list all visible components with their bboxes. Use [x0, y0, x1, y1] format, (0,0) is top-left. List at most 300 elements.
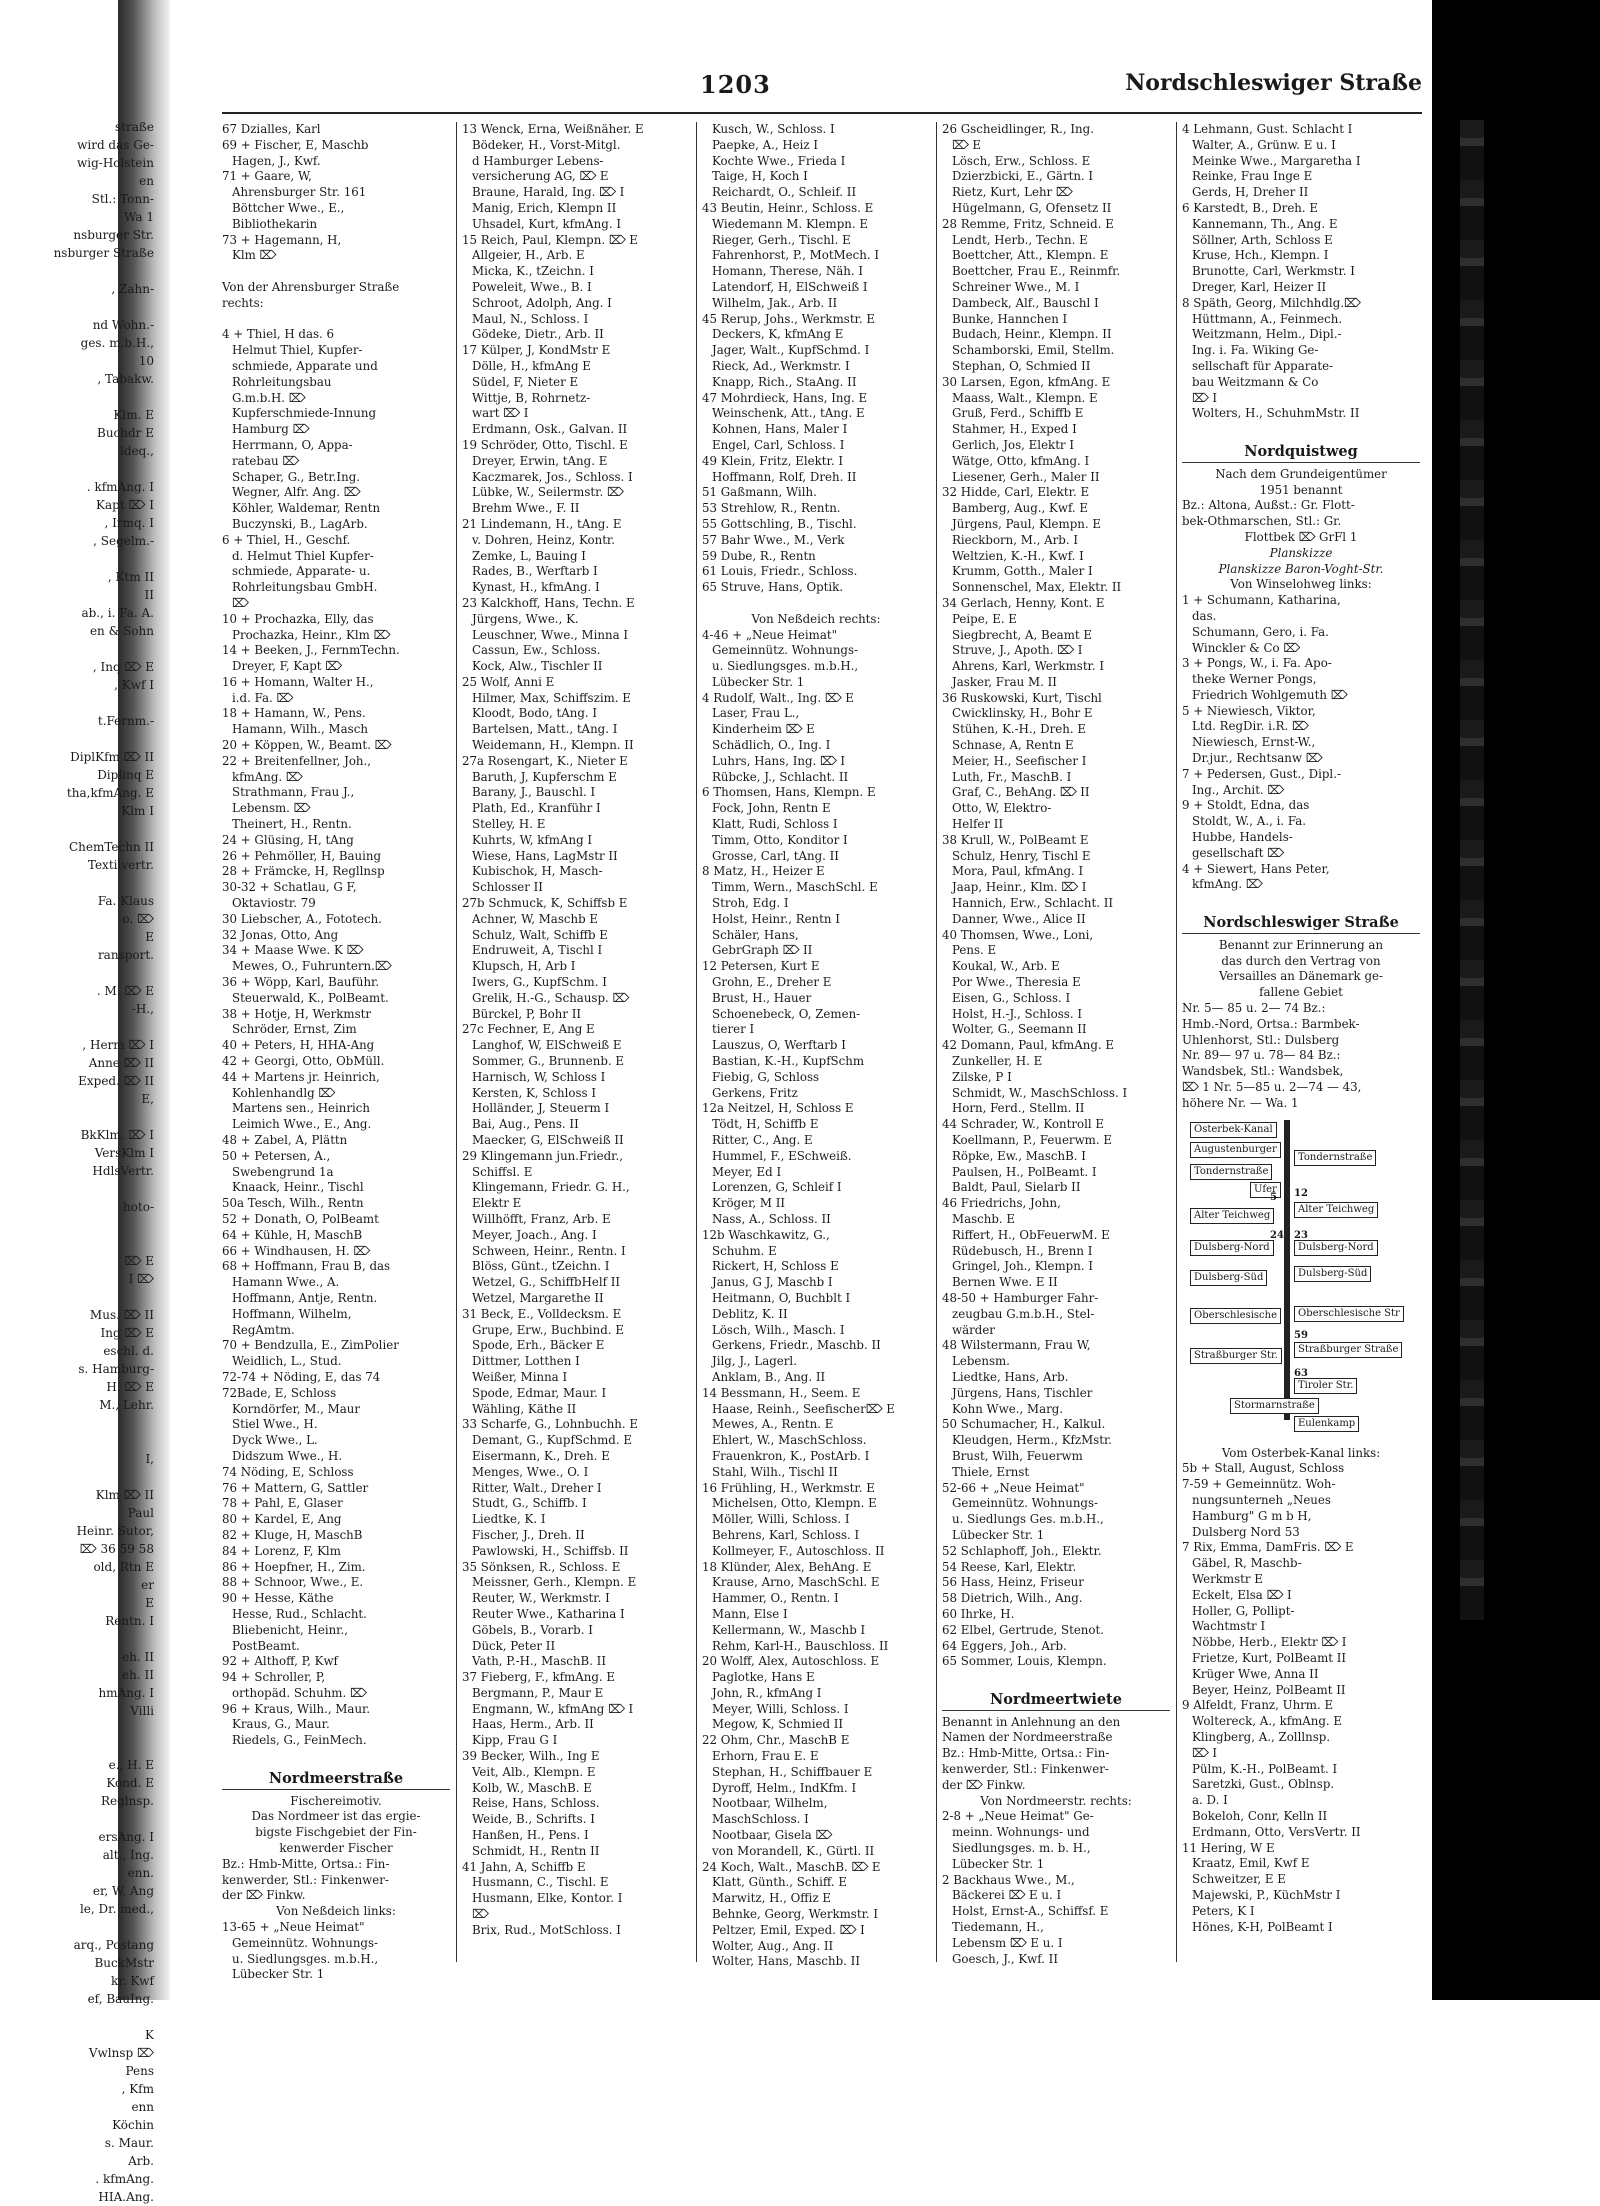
resident-entry-line: Kohn Wwe., Marg. — [952, 1401, 1064, 1416]
resident-entry-line: Deckers, K, kfmAng E — [712, 327, 844, 342]
resident-entry-line: Weidlich, L., Stud. — [232, 1354, 342, 1369]
resident-entry-line: Kuhrts, W, kfmAng I — [472, 832, 593, 847]
left-fragment-line: s. Maur. — [104, 2136, 154, 2150]
left-fragment-line: eschl. d. — [103, 1344, 154, 1358]
resident-entry-line: Söllner, Arth, Schloss E — [1192, 232, 1333, 247]
directory-entry-line: 30 Larsen, Egon, kfmAng. E — [942, 374, 1111, 389]
resident-entry-line: Schween, Heinr., Rentn. I — [472, 1243, 626, 1258]
directory-entry-line: 67 Dzialles, Karl — [222, 122, 321, 136]
resident-entry-line: d. Helmut Thiel Kupfer- — [232, 548, 374, 563]
resident-entry-line: Köhler, Waldemar, Rentn — [232, 501, 381, 516]
resident-entry-line: Struve, J., Apoth. ⌦ I — [952, 643, 1083, 658]
resident-entry-line: Meyer, Joach., Ang. I — [472, 1227, 597, 1242]
resident-entry-line: Harnisch, W, Schloss I — [472, 1069, 606, 1084]
street-description-line: kenwerder Fischer — [279, 1841, 393, 1856]
map-street-label-left: Dulsberg-Nord — [1190, 1240, 1274, 1256]
left-fragment-line: , Inq ⌦ E — [92, 660, 154, 674]
resident-entry-line: Gerkens, Friedr., Maschb. II — [712, 1338, 881, 1353]
resident-entry-line: Jürgens, Hans, Tischler — [952, 1385, 1093, 1400]
resident-entry-line: PostBeamt. — [232, 1638, 300, 1653]
resident-entry-line: Bai, Aug., Pens. II — [472, 1117, 579, 1132]
resident-entry-line: Taige, H, Koch I — [712, 169, 808, 184]
directory-entry-line: 69 + Fischer, E, Maschb — [222, 137, 369, 152]
resident-entry-line: Gringel, Joh., Klempn. I — [952, 1259, 1093, 1274]
directory-entry-line: 16 + Homann, Walter H., — [222, 674, 374, 689]
resident-entry-line: Woltereck, A., kfmAng. E — [1192, 1714, 1343, 1729]
map-street-label-right: Tiroler Str. — [1294, 1378, 1357, 1394]
resident-entry-line: Sonnenschel, Max, Elektr. II — [952, 580, 1122, 595]
resident-entry-line: Brix, Rud., MotSchloss. I — [472, 1922, 621, 1937]
directory-entry-line: 25 Wolf, Anni E — [462, 674, 555, 689]
directory-entry-line — [1182, 893, 1420, 909]
street-description-line: Versailles an Dänemark ge- — [1219, 969, 1383, 984]
directory-entry-line: 72Bade, E, Schloss — [222, 1385, 337, 1400]
resident-entry-line: Weltzien, K.-H., Kwf. I — [952, 548, 1084, 563]
resident-entry-line: Gemeinnütz. Wohnungs- — [232, 1935, 379, 1950]
resident-entry-line: Rieck, Ad., Werkmstr. I — [712, 358, 850, 373]
directory-entry-line: 78 + Pahl, E, Glaser — [222, 1496, 343, 1511]
directory-entry-line: 41 Jahn, A, Schiffb E — [462, 1859, 586, 1874]
street-location-map — [1190, 1120, 1400, 1438]
directory-entry-line: 8 Matz, H., Heizer E — [702, 864, 825, 879]
directory-entry-line: 27a Rosengart, K., Nieter E — [462, 753, 628, 768]
left-fragment-line: Ing ⌦ E — [100, 1326, 154, 1340]
directory-entry-line: 71 + Gaare, W, — [222, 169, 312, 184]
map-street-label-right: Dulsberg-Süd — [1294, 1266, 1371, 1282]
directory-entry-line: 4 Lehmann, Gust. Schlacht I — [1182, 122, 1353, 136]
directory-entry-line: 17 Külper, J, KondMstr E — [462, 343, 611, 358]
resident-entry-line: Manig, Erich, Klempn II — [472, 200, 617, 215]
left-fragment-line: , Irmq. I — [104, 516, 154, 530]
resident-entry-line: Gemeinnütz. Wohnungs- — [712, 643, 859, 658]
resident-entry-line: ⌦ — [232, 595, 249, 610]
left-fragment-line: , Tabakw. — [97, 372, 154, 386]
resident-entry-line: Barany, J., Bauschl. I — [472, 785, 596, 800]
resident-entry-line: Pens. E — [952, 943, 997, 958]
directory-entry-line: 66 + Windhausen, H. ⌦ — [222, 1243, 371, 1258]
resident-entry-line: Studt, G., Schiffb. I — [472, 1496, 587, 1511]
resident-entry-line: Stahl, Wilh., Tischl II — [712, 1464, 838, 1479]
directory-entry-line: 49 Klein, Fritz, Elektr. I — [702, 453, 844, 468]
resident-entry-line: Braune, Harald, Ing. ⌦ I — [472, 185, 625, 200]
resident-entry-line: Vath, P.-H., MaschB. II — [472, 1654, 606, 1669]
map-house-number: 63 — [1294, 1367, 1308, 1379]
page-header — [170, 70, 1432, 106]
resident-entry-line: Werkmstr E — [1192, 1571, 1263, 1586]
directory-entry-line: 9 + Stoldt, Edna, das — [1182, 798, 1310, 813]
street-description-line: Von Nordmeerstr. rechts: — [980, 1793, 1132, 1808]
resident-entry-line: Krumm, Gotth., Maler I — [952, 564, 1093, 579]
directory-entry-line — [222, 312, 450, 328]
resident-entry-line: Schäler, Hans, — [712, 927, 799, 942]
resident-entry-line: G.m.b.H. ⌦ — [232, 390, 306, 405]
left-fragment-line — [0, 640, 160, 658]
resident-entry-line: Krüger Wwe, Anna II — [1192, 1666, 1319, 1681]
resident-entry-line: Wolter, G., Seemann II — [952, 1022, 1087, 1037]
left-fragment-line: ef, BauIng. — [87, 1992, 154, 2006]
directory-entry-line: kenwerder, Stl.: Finkenwer- — [942, 1762, 1109, 1777]
left-fragment-line: ransport. — [97, 948, 154, 962]
resident-entry-line: Niewiesch, Ernst-W., — [1192, 735, 1316, 750]
resident-entry-line: Siedlungsges. m. b. H., — [952, 1841, 1091, 1856]
left-fragment-line: er — [141, 1578, 154, 1592]
resident-entry-line: Engel, Carl, Schloss. I — [712, 437, 845, 452]
directory-entry-line: ⌦ 1 Nr. 5—85 u. 2—74 — 43, — [1182, 1080, 1362, 1095]
resident-entry-line: Lübke, W., Seilermstr. ⌦ — [472, 485, 624, 500]
map-street-label-left: Oberschlesische — [1190, 1308, 1281, 1324]
left-fragment-line: II — [144, 588, 154, 602]
resident-entry-line: Rohrleitungsbau — [232, 374, 332, 389]
resident-entry-line: Kaczmarek, Jos., Schloss. I — [472, 469, 633, 484]
resident-entry-line: Maschb. E — [952, 1211, 1016, 1226]
resident-entry-line: Rehm, Karl-H., Bauschloss. II — [712, 1638, 889, 1653]
resident-entry-line: Horn, Ferd., Stellm. II — [952, 1101, 1085, 1116]
resident-entry-line: Klingemann, Friedr. G. H., — [472, 1180, 630, 1195]
resident-entry-line: Mewes, O., Fuhruntern.⌦ — [232, 959, 392, 974]
directory-entry-line: 20 + Köppen, W., Beamt. ⌦ — [222, 738, 392, 753]
resident-entry-line: Rübcke, J., Schlacht. II — [712, 769, 849, 784]
directory-entry-line: 26 + Pehmöller, H, Bauing — [222, 848, 382, 863]
resident-entry-line: Wetzel, G., SchiffbHelf II — [472, 1275, 621, 1290]
directory-entry-line: der ⌦ Finkw. — [222, 1888, 306, 1903]
resident-entry-line: Schulz, Henry, Tischl E — [952, 848, 1091, 863]
street-description-line: Nach dem Grundeigentümer — [1215, 466, 1387, 481]
resident-entry-line: Rieger, Gerh., Tischl. E — [712, 232, 851, 247]
street-description-line: Von Neßdeich links: — [276, 1904, 396, 1919]
resident-entry-line: das. — [1192, 608, 1217, 623]
directory-entry-line: 86 + Hoepfner, H., Zim. — [222, 1559, 366, 1574]
resident-entry-line: Didszum Wwe., H. — [232, 1448, 343, 1463]
resident-entry-line: Knaack, Heinr., Tischl — [232, 1180, 364, 1195]
street-description-line: Von Winselohweg links: — [1230, 577, 1372, 592]
resident-entry-line: Hesse, Rud., Schlacht. — [232, 1606, 367, 1621]
resident-entry-line: Grosse, Carl, tAng. II — [712, 848, 839, 863]
directory-entry-line: 19 Schröder, Otto, Tischl. E — [462, 437, 628, 452]
directory-entry-line: 3 + Pongs, W., i. Fa. Apo- — [1182, 656, 1332, 671]
directory-entry-line: 82 + Kluge, H, MaschB — [222, 1527, 363, 1542]
resident-entry-line: Bergmann, P., Maur E — [472, 1685, 604, 1700]
resident-entry-line: Dyroff, Helm., IndKfm. I — [712, 1780, 857, 1795]
resident-entry-line: Cassun, Ew., Schloss. — [472, 643, 601, 658]
resident-entry-line: Lübecker Str. 1 — [952, 1527, 1045, 1542]
resident-entry-line: ⌦ — [472, 1907, 489, 1922]
resident-entry-line: schmiede, Apparate- u. — [232, 564, 371, 579]
resident-entry-line: Mewes, A., Rentn. E — [712, 1417, 834, 1432]
resident-entry-line: Ritter, C., Ang. E — [712, 1133, 813, 1147]
resident-entry-line: Hanßen, H., Pens. I — [472, 1828, 589, 1843]
resident-entry-line: GebrGraph ⌦ II — [712, 943, 813, 958]
resident-entry-line: Goesch, J., Kwf. II — [952, 1951, 1059, 1966]
directory-entry-line: 28 + Främcke, H, Regllnsp — [222, 864, 385, 879]
resident-entry-line: Kellermann, W., Maschb I — [712, 1622, 866, 1637]
resident-entry-line: Jaap, Heinr., Klm. ⌦ I — [952, 880, 1087, 895]
column-4 — [942, 122, 1170, 1966]
resident-entry-line: Blöss, Günt., tZeichn. I — [472, 1259, 610, 1274]
directory-entry-line: 24 + Glüsing, H, tAng — [222, 832, 354, 847]
left-fragment-line: E — [145, 1596, 154, 1610]
left-fragment-line: Paul — [127, 1506, 154, 1520]
resident-entry-line: Haase, Reinh., Seefischer⌦ E — [712, 1401, 895, 1416]
resident-entry-line: Kupferschmiede-Innung — [232, 406, 377, 421]
resident-entry-line: Demant, G., KupfSchmd. E — [472, 1433, 632, 1448]
resident-entry-line: RegAmtm. — [232, 1322, 295, 1337]
left-fragment-line — [0, 1432, 160, 1450]
resident-entry-line: Lübecker Str. 1 — [952, 1856, 1045, 1871]
resident-entry-line: Winckler & Co ⌦ — [1192, 640, 1300, 655]
resident-entry-line: Walter, A., Grünw. E u. I — [1192, 137, 1336, 152]
resident-entry-line: u. Siedlungsges. m.b.H., — [232, 1951, 379, 1966]
resident-entry-line: Rüdebusch, H., Brenn I — [952, 1243, 1093, 1258]
resident-entry-line: Schmidt, W., MaschSchloss. I — [952, 1085, 1128, 1100]
resident-entry-line: tierer I — [712, 1022, 755, 1037]
resident-entry-line: Bastian, K.-H., KupfSchm — [712, 1054, 865, 1069]
resident-entry-line: Iwers, G., KupfSchm. I — [472, 975, 607, 990]
directory-entry-line: 55 Gottschling, B., Tischl. — [702, 516, 857, 531]
resident-entry-line: Nöbbe, Herb., Elektr ⌦ I — [1192, 1635, 1347, 1650]
resident-entry-line: Klingberg, A., Zolllnsp. — [1192, 1729, 1331, 1744]
resident-entry-line: Por Wwe., Theresia E — [952, 975, 1081, 990]
directory-entry-line: Hmb.-Nord, Ortsa.: Barmbek- — [1182, 1016, 1360, 1031]
directory-entry-line: 35 Sönksen, R., Schloss. E — [462, 1559, 621, 1574]
left-fragment-line: VersKlm I — [94, 1146, 154, 1160]
resident-entry-line: Thiele, Ernst — [952, 1464, 1030, 1479]
resident-entry-line: Böttcher Wwe., E., — [232, 200, 345, 215]
resident-entry-line: Hamann, Wilh., Masch — [232, 722, 368, 737]
left-fragment-line: nsburger Str. — [73, 228, 154, 242]
directory-entry-line: 53 Strehlow, R., Rentn. — [702, 501, 841, 516]
resident-entry-line: Paepke, A., Heiz I — [712, 137, 819, 152]
resident-entry-line: Lorenzen, G, Schleif I — [712, 1180, 842, 1195]
directory-entry-line: 4 Rudolf, Walt., Ing. ⌦ E — [702, 690, 854, 705]
resident-entry-line: Wittje, B, Rohrnetz- — [472, 390, 591, 405]
resident-entry-line: Timm, Wern., MaschSchl. E — [712, 880, 878, 895]
resident-entry-line: John, R., kfmAng I — [712, 1685, 822, 1700]
resident-entry-line: Hamann Wwe., A. — [232, 1275, 340, 1290]
resident-entry-line: Dück, Peter II — [472, 1638, 556, 1653]
resident-entry-line: Hummel, F., ESchweiß. — [712, 1148, 852, 1163]
resident-entry-line: Anklam, B., Ang. II — [712, 1369, 826, 1384]
directory-entry-line: 6 Karstedt, B., Dreh. E — [1182, 200, 1319, 215]
map-street-label-right: Oberschlesische Str — [1294, 1306, 1404, 1322]
resident-entry-line: Baldt, Paul, Sielarb II — [952, 1180, 1081, 1195]
left-fragment-line — [0, 298, 160, 316]
left-fragment-line: Wa 1 — [124, 210, 154, 224]
resident-entry-line: Kleudgen, Herm., KfzMstr. — [952, 1433, 1113, 1448]
resident-entry-line: Pawlowski, H., Schiffsb. II — [472, 1543, 629, 1558]
directory-entry-line: 44 + Martens jr. Heinrich, — [222, 1069, 380, 1084]
resident-entry-line: schmiede, Apparate und — [232, 358, 378, 373]
resident-entry-line: Tiedemann, H., — [952, 1920, 1044, 1935]
directory-entry-line: 1 + Schumann, Katharina, — [1182, 593, 1341, 608]
resident-entry-line: Schweitzer, E E — [1192, 1872, 1286, 1887]
left-fragment-line: I ⌦ — [128, 1272, 154, 1286]
resident-entry-line: Kohnen, Hans, Maler I — [712, 422, 848, 437]
directory-entry-line: 42 Domann, Paul, kfmAng. E — [942, 1038, 1115, 1053]
resident-entry-line: Peipe, E. E — [952, 611, 1017, 626]
directory-columns — [222, 122, 1422, 1982]
directory-entry-line: 39 Becker, Wilh., Ing E — [462, 1749, 600, 1764]
resident-entry-line: Meyer, Ed I — [712, 1164, 782, 1179]
resident-entry-line: theke Werner Pongs, — [1192, 672, 1317, 687]
resident-entry-line: Gödeke, Dietr., Arb. II — [472, 327, 604, 342]
resident-entry-line: v. Dohren, Heinz, Kontr. — [472, 532, 616, 547]
resident-entry-line: Michelsen, Otto, Klempn. E — [712, 1496, 877, 1511]
resident-entry-line: Stoldt, W., A., i. Fa. — [1192, 814, 1307, 829]
resident-entry-line: Fiebig, G, Schloss — [712, 1069, 820, 1084]
left-fragment-line: Diplinq E — [97, 768, 154, 782]
left-fragment-line: . kfmAng. — [95, 2172, 154, 2186]
directory-entry-line: 24 Koch, Walt., MaschB. ⌦ E — [702, 1859, 881, 1874]
resident-entry-line: Mora, Paul, kfmAng. I — [952, 864, 1084, 879]
resident-entry-line: Reichardt, O., Schleif. II — [712, 185, 857, 200]
resident-entry-line: Latendorf, H, ElSchweiß I — [712, 279, 868, 294]
directory-entry-line: 4 + Siewert, Hans Peter, — [1182, 861, 1330, 876]
resident-entry-line: Wolters, H., SchuhmMstr. II — [1192, 406, 1360, 421]
directory-entry-line: 46 Friedrichs, John, — [942, 1196, 1061, 1211]
running-title: Nordschleswiger Straße — [1125, 70, 1422, 96]
resident-entry-line: Schoenebeck, O, Zemen- — [712, 1006, 861, 1021]
map-street-label-right: Eulenkamp — [1294, 1416, 1359, 1432]
left-fragment-line: Stl.: Tonn- — [91, 192, 154, 206]
resident-entry-line: Kynast, H., kfmAng. I — [472, 580, 600, 595]
left-fragment-line: BuckMstr — [94, 1956, 154, 1970]
resident-entry-line: Wiedemann M. Klempn. E — [712, 216, 868, 231]
resident-entry-line: Hamburg" G m b H, — [1192, 1508, 1312, 1523]
left-fragment-line: 10 — [138, 354, 154, 368]
left-fragment-line: Reglnsp. — [100, 1794, 154, 1808]
resident-entry-line: Kusch, W., Schloss. I — [712, 122, 835, 136]
directory-entry-line: 61 Louis, Friedr., Schloss. — [702, 564, 858, 579]
left-fragment-line: BkKlm. ⌦ I — [80, 1128, 154, 1142]
resident-entry-line: Klatt, Günth., Schiff. E — [712, 1875, 847, 1890]
resident-entry-line: Grohn, E., Dreher E — [712, 975, 832, 990]
directory-entry-line: bek-Othmarschen, Stl.: Gr. — [1182, 514, 1342, 529]
directory-entry-line: 20 Wolff, Alex, Autoschloss. E — [702, 1654, 880, 1669]
left-fragment-line — [0, 1468, 160, 1486]
resident-entry-line: gesellschaft ⌦ — [1192, 845, 1284, 860]
resident-entry-line: Marwitz, H., Offiz E — [712, 1891, 832, 1906]
directory-entry-line: 64 + Kühle, H, MaschB — [222, 1227, 363, 1242]
directory-entry-line: 12 Petersen, Kurt E — [702, 959, 820, 974]
resident-entry-line: Ahrensburger Str. 161 — [232, 185, 367, 200]
directory-entry-line: rechts: — [222, 295, 264, 310]
left-fragment-line: Klm. E — [113, 408, 154, 422]
left-fragment-line — [0, 1018, 160, 1036]
column-separator — [696, 122, 697, 1962]
resident-entry-line: Brust, H., Hauer — [712, 990, 812, 1005]
resident-entry-line: sellschaft für Apparate- — [1192, 358, 1334, 373]
resident-entry-line: Dulsberg Nord 53 — [1192, 1524, 1300, 1539]
resident-entry-line: Liesener, Gerh., Maler II — [952, 469, 1100, 484]
resident-entry-line: Bödeker, H., Vorst-Mitgl. — [472, 137, 621, 152]
left-fragment-line — [0, 388, 160, 406]
resident-entry-line: Liedtke, K. I — [472, 1512, 546, 1527]
resident-entry-line: Brust, Wilh, Feuerwm — [952, 1448, 1083, 1463]
left-fragment-line — [0, 874, 160, 892]
directory-entry-line: 26 Gscheidlinger, R., Ing. — [942, 122, 1094, 136]
resident-entry-line: Willhöfft, Franz, Arb. E — [472, 1211, 611, 1226]
directory-entry-line: 50a Tesch, Wilh., Rentn — [222, 1196, 364, 1211]
map-street-label-left: Augustenburger — [1190, 1142, 1281, 1158]
left-fragment-line: wird das Ge- — [77, 138, 154, 152]
map-house-number: 23 — [1294, 1229, 1308, 1241]
directory-entry-line: 34 Gerlach, Henny, Kont. E — [942, 595, 1105, 610]
resident-entry-line: Sommer, G., Brunnenb. E — [472, 1054, 624, 1069]
left-fragment-line — [0, 460, 160, 478]
directory-entry-line: 32 Jonas, Otto, Ang — [222, 927, 339, 942]
directory-entry-line: 40 Thomsen, Wwe., Loni, — [942, 927, 1094, 942]
resident-entry-line: Lebensm ⌦ E u. I — [952, 1935, 1063, 1950]
resident-entry-line: a. D. I — [1192, 1793, 1228, 1808]
resident-entry-line: Budach, Heinr., Klempn. II — [952, 327, 1112, 342]
left-fragment-line: hoto- — [122, 1200, 154, 1214]
directory-entry-line: höhere Nr. — Wa. 1 — [1182, 1095, 1299, 1110]
left-fragment-line: er, W, Ang — [92, 1884, 154, 1898]
resident-entry-line: Stephan, O, Schmied II — [952, 358, 1091, 373]
resident-entry-line: Jürgens, Paul, Klempn. E — [952, 516, 1101, 531]
directory-entry-line — [1182, 422, 1420, 438]
resident-entry-line: ⌦ I — [1192, 1745, 1218, 1760]
map-street-label-right: Straßburger Straße — [1294, 1342, 1402, 1358]
left-fragment-line: eh. II — [122, 1650, 154, 1664]
resident-entry-line: Frauenkron, K., PostArb. I — [712, 1448, 870, 1463]
directory-entry-line: 5b + Stall, August, Schloss — [1182, 1461, 1345, 1476]
directory-entry-line: 80 + Kardel, E, Ang — [222, 1512, 342, 1527]
resident-entry-line: Nass, A., Schloss. II — [712, 1211, 831, 1226]
directory-entry-line: 28 Remme, Fritz, Schneid. E — [942, 216, 1114, 231]
resident-entry-line: Friedrich Wohlgemuth ⌦ — [1192, 687, 1348, 702]
left-fragment-line: ⌦ E — [124, 1254, 154, 1268]
resident-entry-line: Hilmer, Max, Schiffszim. E — [472, 690, 631, 705]
resident-entry-line: Heitmann, O, Buchblt I — [712, 1290, 851, 1305]
directory-entry-line: 11 Hering, W E — [1182, 1840, 1275, 1855]
directory-entry-line: 5 + Niewiesch, Viktor, — [1182, 703, 1316, 718]
resident-entry-line: Zunkeller, H. E — [952, 1054, 1043, 1069]
resident-entry-line: Rietz, Kurt, Lehr ⌦ — [952, 185, 1073, 200]
resident-entry-line: Timm, Otto, Konditor I — [712, 832, 848, 847]
resident-entry-line: Lebensm. — [952, 1354, 1010, 1369]
directory-entry-line: 33 Scharfe, G., Lohnbuchh. E — [462, 1417, 639, 1432]
left-fragment-line — [0, 2008, 160, 2026]
left-fragment-line: Vwlnsp ⌦ — [88, 2046, 154, 2060]
left-fragment-line: Mus. ⌦ II — [89, 1308, 154, 1322]
resident-entry-line: Riedels, G., FeinMech. — [232, 1733, 367, 1748]
resident-entry-line: Brehm Wwe., F. II — [472, 501, 580, 516]
directory-entry-line: 4-46 + „Neue Heimat" — [702, 627, 838, 642]
left-fragment-line: straße — [115, 120, 154, 134]
resident-entry-line: Erdmann, Osk., Galvan. II — [472, 422, 628, 437]
left-fragment-line — [0, 1414, 160, 1432]
directory-entry-line: 51 Gaßmann, Wilh. — [702, 485, 817, 500]
resident-entry-line: Lösch, Erw., Schloss. E — [952, 153, 1091, 168]
directory-entry-line: 68 + Hoffmann, Frau B, das — [222, 1259, 391, 1274]
resident-entry-line: Kruse, Hch., Klempn. I — [1192, 248, 1329, 263]
resident-entry-line: Spode, Edmar, Maur. I — [472, 1385, 607, 1400]
resident-entry-line: Siegbrecht, A, Beamt E — [952, 627, 1092, 642]
left-fragment-line: ersAng. I — [98, 1830, 154, 1844]
resident-entry-line: Stroh, Edg. I — [712, 896, 789, 911]
left-fragment-line: , Zahn- — [111, 282, 154, 296]
resident-entry-line: Leimich Wwe., E., Ang. — [232, 1117, 372, 1132]
directory-entry-line: Uhlenhorst, Stl.: Dulsberg — [1182, 1032, 1340, 1047]
resident-entry-line: Reinke, Frau Inge E — [1192, 169, 1313, 184]
resident-entry-line: Kannemann, Th., Ang. E — [1192, 216, 1338, 231]
left-fragment-line: Villi — [130, 1704, 154, 1718]
resident-entry-line: Frietze, Kurt, PolBeamt II — [1192, 1650, 1347, 1665]
map-house-number: 12 — [1294, 1187, 1308, 1199]
street-description-line: 1951 benannt — [1259, 482, 1343, 497]
left-fragment-line: , Herm ⌦ I — [82, 1038, 154, 1052]
